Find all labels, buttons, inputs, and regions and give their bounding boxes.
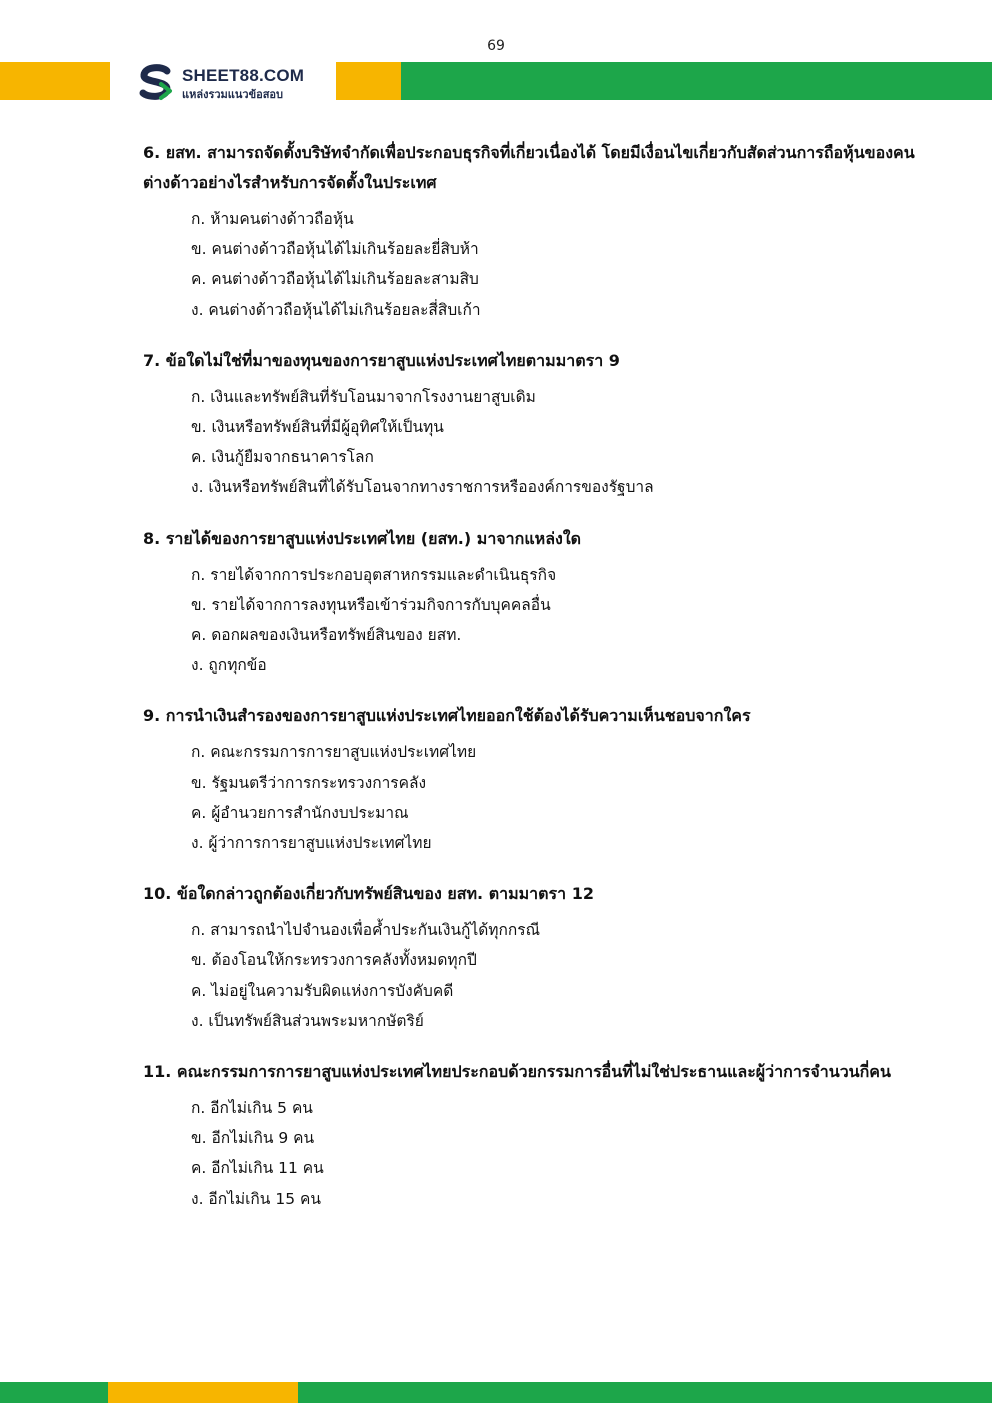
option-b: ข. อีกไม่เกิน 9 คน	[191, 1129, 315, 1148]
header-green-block	[401, 62, 992, 100]
option-c: ค. เงินกู้ยืมจากธนาคารโลก	[191, 448, 374, 467]
option-b: ข. ต้องโอนให้กระทรวงการคลังทั้งหมดทุกปี	[191, 951, 477, 970]
option-c: ค. คนต่างด้าวถือหุ้นได้ไม่เกินร้อยละสามสิบ	[191, 270, 479, 289]
header-yellow-block	[0, 62, 110, 100]
question-8	[143, 524, 933, 681]
option-a: ก. ห้ามคนต่างด้าวถือหุ้น	[191, 210, 354, 228]
option-c: ค. ดอกผลของเงินหรือทรัพย์สินของ ยสท.	[191, 626, 462, 645]
option-b: ข. เงินหรือทรัพย์สินที่มีผู้อุทิศให้เป็นทุน	[191, 418, 444, 437]
option-d: ง. ถูกทุกข้อ	[191, 656, 267, 675]
brand-logo	[136, 63, 336, 101]
option-list	[191, 560, 933, 681]
question-list	[143, 138, 933, 1235]
option-d: ง. เงินหรือทรัพย์สินที่ได้รับโอนจากทางราชการหรือองค์การของรัฐบาล	[191, 478, 654, 497]
option-a: ก. เงินและทรัพย์สินที่รับโอนมาจากโรงงานยาสูบเดิม	[191, 387, 536, 406]
option-a: ก. อีกไม่เกิน 5 คน	[191, 1099, 313, 1118]
sheet88-logo-icon	[136, 63, 176, 101]
option-list	[191, 1093, 933, 1214]
brand-tagline: แหล่งรวมแนวข้อสอบ	[182, 88, 284, 101]
option-a: ก. คณะกรรมการการยาสูบแห่งประเทศไทย	[191, 743, 477, 762]
option-d: ง. คนต่างด้าวถือหุ้นได้ไม่เกินร้อยละสี่สิบเก้า	[191, 300, 481, 319]
header-yellow-accent	[336, 62, 401, 100]
question-text: 10. ข้อใดกล่าวถูกต้องเกี่ยวกับทรัพย์สินของ ยสท. ตามมาตรา 12	[143, 884, 594, 904]
option-d: ง. อีกไม่เกิน 15 คน	[191, 1189, 321, 1208]
option-b: ข. รัฐมนตรีว่าการกระทรวงการคลัง	[191, 773, 427, 792]
option-list	[191, 204, 933, 325]
question-text: 6. ยสท. สามารถจัดตั้งบริษัทจำกัดเพื่อประกอบธุรกิจที่เกี่ยวเนื่องได้ โดยมีเงื่อนไขเกี่ยวกับสัดส่วนการถือหุ้นของคนต่างด้าวอย่างไรสำหรับการจัดตั้งในประเทศ	[143, 143, 915, 192]
question-9	[143, 701, 933, 858]
footer-yellow-block	[108, 1382, 298, 1403]
footer-green-block-right	[298, 1382, 992, 1403]
question-text: 11. คณะกรรมการการยาสูบแห่งประเทศไทยประกอบด้วยกรรมการอื่นที่ไม่ใช่ประธานและผู้ว่าการจำนวนกี่คน	[143, 1062, 891, 1082]
brand-name: SHEET88.COM	[182, 66, 305, 85]
option-list	[191, 915, 933, 1036]
option-b: ข. รายได้จากการลงทุนหรือเข้าร่วมกิจการกับบุคคลอื่น	[191, 595, 551, 614]
question-text: 7. ข้อใดไม่ใช่ที่มาของทุนของการยาสูบแห่งประเทศไทยตามมาตรา 9	[143, 350, 620, 370]
question-7	[143, 346, 933, 503]
footer-bar	[0, 1382, 992, 1403]
question-10	[143, 879, 933, 1036]
option-d: ง. เป็นทรัพย์สินส่วนพระมหากษัตริย์	[191, 1011, 424, 1030]
option-a: ก. รายได้จากการประกอบอุตสาหกรรมและดำเนินธุรกิจ	[191, 565, 557, 584]
option-b: ข. คนต่างด้าวถือหุ้นได้ไม่เกินร้อยละยี่สิบห้า	[191, 240, 479, 259]
option-c: ค. อีกไม่เกิน 11 คน	[191, 1159, 324, 1178]
question-11	[143, 1057, 933, 1214]
option-list	[191, 382, 933, 503]
footer-green-block	[0, 1382, 108, 1403]
option-c: ค. ไม่อยู่ในความรับผิดแห่งการบังคับคดี	[191, 981, 454, 1000]
question-6	[143, 138, 933, 325]
option-d: ง. ผู้ว่าการการยาสูบแห่งประเทศไทย	[191, 834, 432, 853]
option-c: ค. ผู้อำนวยการสำนักงบประมาณ	[191, 803, 409, 822]
option-list	[191, 737, 933, 858]
page-number: 69	[487, 38, 505, 54]
question-text: 9. การนำเงินสำรองของการยาสูบแห่งประเทศไทยออกใช้ต้องได้รับความเห็นชอบจากใคร	[143, 706, 751, 726]
question-text: 8. รายได้ของการยาสูบแห่งประเทศไทย (ยสท.) มาจากแหล่งใด	[143, 528, 582, 548]
option-a: ก. สามารถนำไปจำนองเพื่อค้ำประกันเงินกู้ได้ทุกกรณี	[191, 921, 540, 940]
